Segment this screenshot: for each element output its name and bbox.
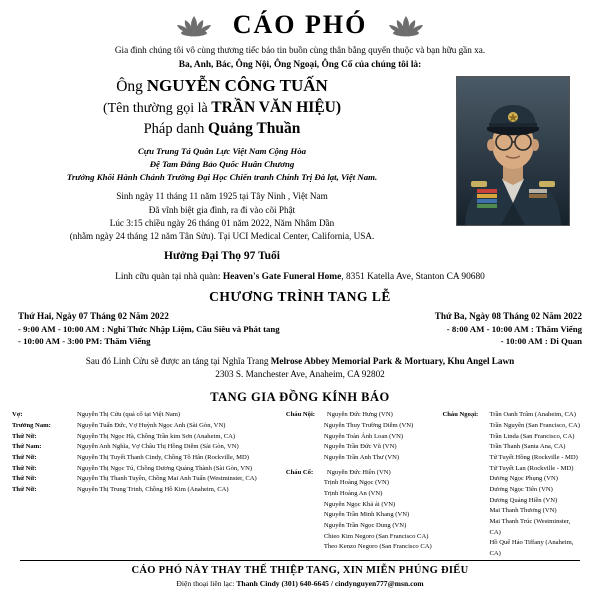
family-names: Nguyễn Đức Hiền (VN) [326, 468, 391, 476]
cemetery-address: 2303 S. Manchester Ave, Anaheim, CA 92802 [215, 369, 385, 380]
family-names: Tử Tuyết Lan (Rockville - MD) [489, 464, 574, 472]
family-title: TANG GIA ĐỒNG KÍNH BÁO [210, 390, 390, 405]
family-relation: Thứ Nữ: [12, 432, 37, 440]
deceased-name: NGUYỄN CÔNG TUẤN [146, 76, 328, 95]
family-relation-spacer [443, 496, 490, 507]
family-row [443, 421, 583, 432]
funeral-home-name: Heaven's Gate Funeral Home [222, 271, 342, 282]
family-names: Nguyễn Trần Ngọc Dung (VN) [323, 521, 407, 529]
cemetery-name: Melrose Abbey Memorial Park & Mortuary, Khu Angel Lawn [270, 355, 515, 366]
title-line: Đệ Tam Đẳng Bảo Quốc Huân Chương [149, 158, 295, 169]
lunar-date-line: (nhằm ngày 24 tháng 12 năm Tân Sửu). Tại UCI Medical Center, California, USA. [69, 231, 375, 242]
family-names: Nguyễn Ngọc Khả ái (VN) [323, 500, 396, 508]
footer [0, 560, 600, 588]
schedule-day-1 [18, 311, 283, 346]
family-row [12, 432, 280, 443]
schedule-day-2 [317, 311, 582, 346]
family-row [443, 442, 583, 453]
schedule-item: - 10:00 AM : Di Quan [500, 335, 582, 346]
divider [20, 560, 580, 561]
passing-time-line: Lúc 3:15 chiều ngày 26 tháng 01 năm 2022, Năm Nhâm Dần [109, 217, 335, 228]
family-row [12, 421, 280, 432]
family-relation: Thứ Nam: [12, 443, 42, 451]
family-relation: Cháu Nội: [285, 411, 315, 419]
family-relation: Trưởng Nam: [12, 421, 51, 429]
family-row [443, 410, 583, 421]
family-names: Nguyễn Trần Anh Thư (VN) [323, 453, 400, 461]
schedule-item: - 9:00 AM - 10:00 AM : Nghi Thức Nhập Liệm, Cầu Siêu và Phát tang [18, 323, 280, 334]
title-line: Trưởng Khối Hành Chánh Trường Đại Học Chiến tranh Chính Trị Đà lạt, Việt Nam. [66, 171, 378, 182]
family-row [12, 474, 280, 485]
family-names: Nguyễn Thị Ngọc Hà, Chồng Trần kim Sơn (Anaheim, CA) [77, 432, 236, 440]
family-row [443, 517, 583, 538]
family-names: Trần Oanh Trâm (Anaheim, CA) [489, 411, 576, 419]
family-relation-spacer [443, 464, 490, 475]
deceased-info [12, 76, 432, 262]
family-row [443, 464, 583, 475]
birth-line: Sinh ngày 11 tháng 11 năm 1925 tại Tây Ninh , Việt Nam [116, 191, 328, 202]
title-line: Cựu Trung Tá Quân Lực Việt Nam Cộng Hòa [137, 146, 307, 156]
family-names: Nguyễn Trần Minh Khang (VN) [323, 511, 410, 519]
family-row [12, 464, 280, 475]
family-row [443, 485, 583, 496]
family-relation: Thứ Nữ: [12, 464, 37, 472]
program-title: CHƯƠNG TRÌNH TANG LỄ [209, 288, 391, 304]
program-schedule [12, 311, 588, 346]
burial-prefix: Sau đó Linh Cửu sẽ được an táng tại Nghĩa Trang [85, 355, 271, 366]
family-relation-spacer [443, 474, 490, 485]
family-row [443, 496, 583, 507]
family-names: Nguyễn Toàn Ánh Loan (VN) [323, 432, 404, 440]
family-relation: Cháu Cố: [285, 468, 314, 476]
family-names: Nguyễn Thuy Trường Diễm (VN) [323, 421, 414, 429]
deceased-name-line [12, 76, 432, 96]
deceased-dates [12, 190, 432, 243]
family-relation-spacer [443, 485, 490, 496]
family-names: Trần Thanh (Santa Ana, CA) [489, 443, 566, 451]
family-row [443, 474, 583, 485]
family-names: Nguyễn Thị Cửu (quá cố tại Việt Nam) [77, 411, 181, 419]
family-names: Dương Quảng Hiền (VN) [489, 496, 558, 504]
funeral-home-line [12, 272, 588, 282]
family-relation-spacer [443, 517, 490, 538]
family-listing [12, 410, 588, 559]
family-names: Trần Linda (San Francisco, CA) [489, 432, 575, 440]
longevity-text: Hưởng Đại Thọ 97 Tuổi [164, 249, 280, 262]
family-relation: Thứ Nữ: [12, 475, 37, 483]
family-relation-spacer [443, 506, 490, 517]
family-relation-spacer [443, 432, 490, 443]
family-names: Tử Tuyết Hồng (Rockville - MD) [489, 453, 578, 461]
family-names: Nguyễn Thị Trung Trinh, Chồng Hồ Kim (Anaheim, CA) [77, 485, 229, 493]
burial-line-1 [12, 355, 588, 369]
family-names: Chieo Kim Negoro (San Francisco CA) [323, 532, 429, 540]
family-names: Nguyễn Anh Nghĩa, Vợ Châu Thị Hồng Diễm (Sài Gòn, VN) [77, 443, 239, 451]
contact-value: Thanh Cindy (301) 640-6645 / cindynguyen777@msn.com [236, 579, 424, 588]
family-names: Dương Ngọc Phụng (VN) [489, 475, 558, 483]
family-names: Trần Nguyên (San Francisco, CA) [489, 421, 580, 429]
family-row [12, 410, 280, 421]
family-row [443, 538, 583, 559]
family-row [12, 485, 280, 496]
family-names: Mai Thanh Trúc (Westminster, CA) [489, 517, 571, 536]
family-relation-spacer [443, 453, 490, 464]
family-names: Nguyễn Tuấn Đức, Vợ Huỳnh Ngọc Anh (Sài Gòn, VN) [77, 421, 226, 429]
lotus-icon [173, 13, 215, 37]
family-relation-spacer [443, 442, 490, 453]
funeral-home-address: , 8351 Katella Ave, Stanton CA 90680 [341, 271, 485, 282]
page-title: CÁO PHÓ [232, 10, 368, 39]
family-names: Nguyễn Thị Ngọc Tú, Chồng Dương Quảng Thành (Sài Gòn, VN) [77, 464, 253, 472]
family-row [443, 432, 583, 443]
schedule-item: - 8:00 AM - 10:00 AM : Thăm Viếng [446, 323, 582, 334]
contact-label: Điện thoại liên lạc: [176, 579, 235, 588]
dharma-line [12, 120, 432, 138]
burial-info [12, 355, 588, 383]
family-relation-spacer [443, 421, 490, 432]
family-row [12, 442, 280, 453]
name-prefix: Ông [116, 78, 143, 95]
family-names: Nguyễn Đức Hưng (VN) [326, 411, 393, 419]
family-row [443, 453, 583, 464]
schedule-day-label: Thứ Ba, Ngày 08 Tháng 02 Năm 2022 [434, 310, 582, 321]
family-names: Nguyễn Thị Tuyết Thanh Cindy, Chồng Tô Hân (Rockville, MD) [77, 453, 249, 461]
family-relation: Cháu Ngoại: [442, 411, 479, 419]
family-column-immediate [12, 410, 286, 559]
family-row [286, 468, 437, 479]
family-names: Hồ Quế Hảo Tiffany (Anaheim, CA) [489, 539, 574, 557]
deceased-titles [12, 145, 432, 183]
family-names: Trịnh Hoàng Ngọc (VN) [323, 479, 389, 487]
family-relation: Vợ: [12, 411, 23, 419]
family-column-grandchildren [286, 410, 443, 559]
schedule-day-label: Thứ Hai, Ngày 07 Tháng 02 Năm 2022 [18, 310, 169, 321]
intro-text: Gia đình chúng tôi vô cùng thương tiếc báo tin buồn cùng thân bằng quyến thuộc và bạn hữu gần xa. [114, 45, 486, 55]
family-row [12, 453, 280, 464]
family-names: Nguyễn Trần Đức Vũ (VN) [323, 443, 397, 451]
deceased-alias-line [12, 99, 432, 117]
family-relation: Thứ Nữ: [12, 485, 37, 493]
lotus-icon [385, 13, 427, 37]
portrait-photo [456, 76, 570, 226]
family-names: Nguyễn Thị Thanh Tuyền, Chồng Mai Anh Tuấn (Westminster, CA) [77, 475, 257, 483]
family-relation-spacer [443, 538, 490, 559]
dharma-name: Quảng Thuần [208, 120, 301, 137]
footer-message: CÁO PHÓ NÀY THAY THẾ THIỆP TANG, XIN MIỄN PHÚNG ĐIẾU [131, 565, 469, 576]
deceased-block [12, 76, 588, 262]
family-names: Dương Ngọc Tiên (VN) [489, 485, 553, 493]
alias-prefix: (Tên thường gọi là [102, 101, 208, 116]
family-row [286, 410, 437, 421]
footer-contact [0, 579, 600, 588]
schedule-item: - 10:00 AM - 3:00 PM: Thăm Viếng [18, 335, 151, 346]
funeral-home-label: Linh cữu quàn tại nhà quàn: [115, 271, 221, 282]
deceased-alias: TRẦN VĂN HIỆU) [211, 99, 342, 116]
family-column-maternal-grandchildren [443, 410, 589, 559]
relations-text: Ba, Anh, Bác, Ông Nội, Ông Ngoại, Ông Cố của chúng tôi là: [178, 60, 422, 70]
dharma-prefix: Pháp danh [143, 121, 205, 137]
header [12, 10, 588, 40]
family-row [443, 506, 583, 517]
family-names: Trịnh Hoàng An (VN) [323, 489, 383, 497]
family-names: Theo Kenzo Negoro (San Francisco CA) [323, 543, 432, 551]
passing-line: Đã vĩnh biệt gia đình, ra đi vào cõi Phật [148, 204, 296, 215]
family-names: Mai Thanh Thương (VN) [489, 507, 557, 515]
family-relation: Thứ Nữ: [12, 453, 37, 461]
